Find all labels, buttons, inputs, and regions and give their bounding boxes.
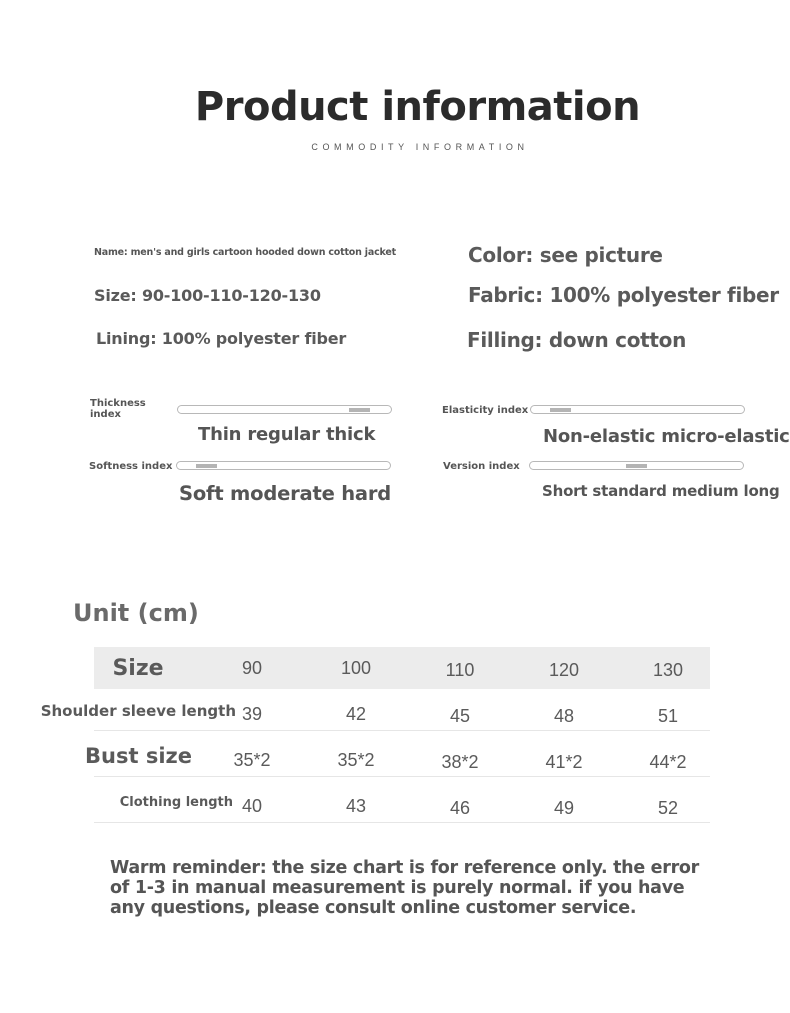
spec-color: Color: see picture [468,243,663,267]
elasticity-index-scale: Non-elastic micro-elastic [543,426,790,447]
thickness-index-label: Thickness index [90,398,146,420]
table-cell: 48 [553,706,575,726]
softness-index-track [176,461,391,470]
table-cell: 51 [657,706,679,726]
table-row-label-clothing: Clothing length [119,795,233,810]
table-cell: 49 [553,798,575,818]
table-row-label-shoulder: Shoulder sleeve length [40,702,236,720]
elasticity-index-label: Elasticity index [442,405,529,416]
table-cell: 46 [449,798,471,818]
size-header-cell: 90 [241,658,263,678]
size-header-cell: 100 [340,658,372,678]
table-divider [94,776,710,777]
page-subtitle: COMMODITY INFORMATION [311,142,529,152]
spec-fabric: Fabric: 100% polyester fiber [468,283,779,307]
size-header-cell: 130 [652,660,684,680]
table-divider [94,730,710,731]
unit-label: Unit (cm) [73,599,199,627]
version-index-marker [626,464,647,468]
size-header-cell: 120 [548,660,580,680]
spec-filling: Filling: down cotton [467,328,687,352]
version-index-track [529,461,744,470]
table-cell: 43 [345,796,367,816]
spec-lining: Lining: 100% polyester fiber [96,329,347,348]
page-title: Product information [194,84,641,130]
elasticity-index-track [530,405,745,414]
table-divider [94,822,710,823]
thickness-index-scale: Thin regular thick [198,424,376,445]
thickness-index-marker [349,408,370,412]
softness-index-scale: Soft moderate hard [179,482,392,505]
size-header-cell: 110 [445,660,475,680]
table-cell: 39 [241,704,263,724]
table-cell: 45 [449,706,471,726]
table-cell: 42 [345,704,367,724]
size-header-label: Size [112,656,164,681]
table-cell: 38*2 [441,752,479,772]
table-cell: 35*2 [233,750,271,770]
elasticity-index-marker [550,408,571,412]
warm-reminder-note: Warm reminder: the size chart is for reference only. the error of 1-3 in manual measurement is purely normal. if you have any questions, please consult online customer service. [110,858,699,918]
version-index-scale: Short standard medium long [542,482,780,500]
table-cell: 44*2 [649,752,687,772]
table-cell: 35*2 [337,750,375,770]
version-index-label: Version index [443,461,520,472]
table-cell: 52 [657,798,679,818]
table-row-label-bust: Bust size [85,744,192,768]
softness-index-label: Softness index [89,461,173,472]
softness-index-marker [196,464,217,468]
size-table-header-row [94,647,710,689]
table-cell: 41*2 [545,752,583,772]
spec-size: Size: 90-100-110-120-130 [94,286,321,305]
spec-name: Name: men's and girls cartoon hooded down cotton jacket [94,247,396,258]
thickness-index-track [177,405,392,414]
table-cell: 40 [241,796,263,816]
